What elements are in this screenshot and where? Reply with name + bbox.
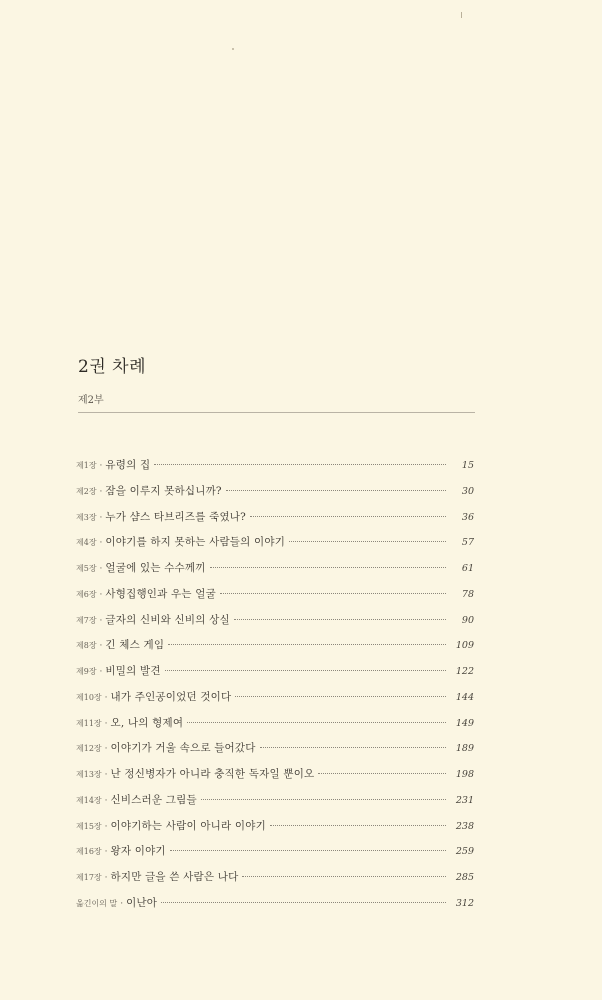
dot-leader xyxy=(250,516,446,517)
page-number: 189 xyxy=(455,743,474,755)
translator-name: 이난아 xyxy=(126,896,158,909)
page-number: 90 xyxy=(461,614,474,626)
page-number: 238 xyxy=(455,820,474,832)
dot-leader xyxy=(289,541,446,542)
chapter-title: 잠을 이루지 못하십니까? xyxy=(105,484,222,497)
dot-leader xyxy=(154,464,446,465)
separator-dot: · xyxy=(104,718,108,729)
separator-dot: · xyxy=(99,615,103,626)
chapter-title: 긴 체스 게임 xyxy=(105,639,165,652)
page-number: 312 xyxy=(455,897,474,909)
dot-leader xyxy=(318,773,446,774)
toc-entry[interactable] xyxy=(76,663,474,689)
separator-dot: · xyxy=(99,589,103,600)
page-number: 231 xyxy=(455,794,474,806)
paper-speck xyxy=(232,48,234,50)
dot-leader xyxy=(165,670,446,671)
toc-entry[interactable] xyxy=(76,843,474,869)
dot-leader xyxy=(226,490,446,491)
toc-entry[interactable] xyxy=(76,612,474,638)
chapter-title: 누가 샴스 타브리즈를 죽였나? xyxy=(105,510,246,523)
separator-dot: · xyxy=(99,641,103,652)
page-number: 109 xyxy=(455,640,474,652)
dot-leader xyxy=(201,799,446,800)
dot-leader xyxy=(170,850,446,851)
chapter-number: 제11장 xyxy=(76,718,102,728)
chapter-title: 유령의 집 xyxy=(105,459,151,471)
toc-entry[interactable] xyxy=(76,483,474,509)
separator-dot: · xyxy=(99,564,103,574)
toc-entry[interactable] xyxy=(76,560,474,586)
chapter-number: 제3장 xyxy=(76,512,97,522)
separator-dot: · xyxy=(104,744,108,755)
chapter-number: 제5장 xyxy=(76,564,97,573)
dot-leader xyxy=(260,747,446,748)
chapter-title: 난 정신병자가 아니라 충직한 독자일 뿐이오 xyxy=(110,768,315,780)
chapter-title: 이야기가 거울 속으로 들어갔다 xyxy=(110,742,256,755)
chapter-number: 제1장 xyxy=(76,461,97,470)
separator-dot: · xyxy=(99,461,103,471)
chapter-title: 글자의 신비와 신비의 상실 xyxy=(105,613,230,626)
dot-leader xyxy=(242,876,446,877)
separator-dot: · xyxy=(104,795,108,806)
separator-dot: · xyxy=(99,667,103,677)
page-number: 57 xyxy=(461,537,474,549)
toc-entry[interactable] xyxy=(76,766,474,792)
translator-note-label: 옮긴이의 말 xyxy=(76,898,118,908)
page-number: 36 xyxy=(461,511,474,523)
toc-entry[interactable] xyxy=(76,457,474,483)
page-number: 30 xyxy=(461,485,474,497)
toc-entry[interactable] xyxy=(76,689,474,715)
chapter-number: 제7장 xyxy=(76,615,97,625)
paper-speck xyxy=(461,12,462,18)
page-number: 78 xyxy=(461,588,474,600)
dot-leader xyxy=(220,593,446,594)
dot-leader xyxy=(187,722,446,723)
separator-dot: · xyxy=(99,512,103,523)
chapter-title: 신비스러운 그림들 xyxy=(110,793,197,806)
page-number: 198 xyxy=(455,769,474,780)
toc-entry[interactable] xyxy=(76,792,474,818)
separator-dot: · xyxy=(120,898,124,909)
page-number: 149 xyxy=(455,717,474,729)
chapter-number: 제8장 xyxy=(76,641,97,651)
chapter-title: 사형집행인과 우는 얼굴 xyxy=(105,587,216,600)
separator-dot: · xyxy=(104,821,108,832)
title-divider xyxy=(78,412,475,413)
chapter-number: 제12장 xyxy=(76,744,102,754)
chapter-title: 하지만 글을 쓴 사람은 나다 xyxy=(110,871,239,883)
separator-dot: · xyxy=(104,770,108,780)
table-of-contents xyxy=(76,457,474,921)
chapter-number: 제16장 xyxy=(76,847,102,857)
separator-dot: · xyxy=(104,847,108,858)
chapter-number: 제9장 xyxy=(76,667,97,676)
page-number: 61 xyxy=(461,563,474,574)
separator-dot: · xyxy=(104,692,108,703)
separator-dot: · xyxy=(104,873,108,883)
chapter-title: 비밀의 발견 xyxy=(105,665,161,677)
page-number: 259 xyxy=(455,846,474,858)
toc-entry[interactable] xyxy=(76,715,474,741)
toc-entry[interactable] xyxy=(76,740,474,766)
chapter-number: 제2장 xyxy=(76,486,97,496)
chapter-number: 제14장 xyxy=(76,795,102,805)
toc-entry[interactable] xyxy=(76,869,474,895)
chapter-number: 제13장 xyxy=(76,770,102,779)
separator-dot: · xyxy=(99,486,103,497)
chapter-title: 이야기하는 사람이 아니라 이야기 xyxy=(110,819,266,832)
dot-leader xyxy=(210,567,446,568)
toc-entry-translator-note[interactable] xyxy=(76,895,474,921)
toc-entry[interactable] xyxy=(76,534,474,560)
toc-entry[interactable] xyxy=(76,586,474,612)
part-label: 제2부 xyxy=(78,395,104,406)
chapter-title: 왕자 이야기 xyxy=(110,845,166,858)
separator-dot: · xyxy=(99,538,103,549)
page-number: 15 xyxy=(461,460,474,471)
chapter-title: 얼굴에 있는 수수께끼 xyxy=(105,562,206,574)
page-number: 144 xyxy=(455,691,474,703)
dot-leader xyxy=(270,825,446,826)
dot-leader xyxy=(161,902,446,903)
chapter-title: 이야기를 하지 못하는 사람들의 이야기 xyxy=(105,536,286,549)
page-title: 2권 차례 xyxy=(78,357,146,377)
chapter-title: 오, 나의 형제여 xyxy=(110,716,184,729)
dot-leader xyxy=(234,619,446,620)
chapter-number: 제10장 xyxy=(76,692,102,702)
chapter-title: 내가 주인공이었던 것이다 xyxy=(110,690,232,703)
chapter-number: 제6장 xyxy=(76,589,97,599)
dot-leader xyxy=(235,696,446,697)
toc-entry[interactable] xyxy=(76,818,474,844)
dot-leader xyxy=(168,644,446,645)
chapter-number: 제15장 xyxy=(76,821,102,831)
toc-entry[interactable] xyxy=(76,637,474,663)
chapter-number: 제4장 xyxy=(76,538,97,548)
page-number: 122 xyxy=(455,666,474,677)
chapter-number: 제17장 xyxy=(76,873,102,882)
toc-entry[interactable] xyxy=(76,509,474,535)
page-number: 285 xyxy=(455,872,474,883)
